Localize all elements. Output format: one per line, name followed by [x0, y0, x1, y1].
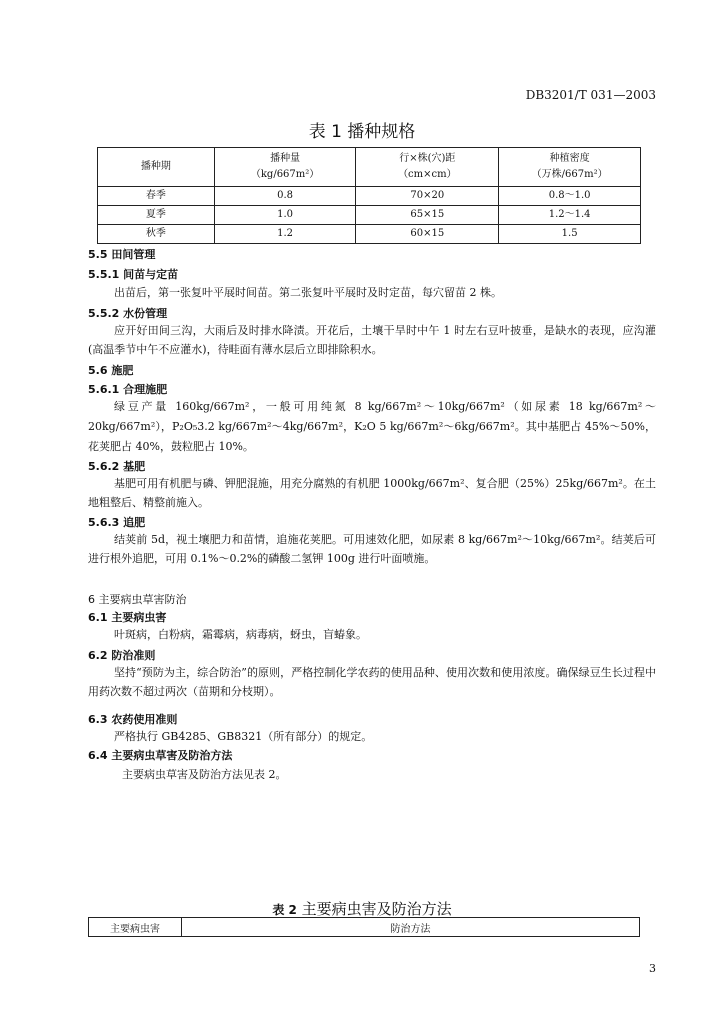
table2-label: 表 2 [272, 903, 297, 917]
header-spacing [356, 148, 499, 187]
table-row [98, 225, 641, 244]
sowing-spec-table [97, 147, 641, 244]
para-6-2: 坚持“预防为主，综合防治”的原则，严格控制化学农药的使用品种、使用次数和使用浓度。确保绿豆生长过程中用药次数不超过两次（苗期和分枝期）。 [88, 666, 656, 698]
header-amount [214, 148, 356, 187]
para-6-4: 主要病虫草害及防治方法见表 2。 [122, 768, 287, 781]
heading-6-1: 6.1 主要病虫害 [88, 611, 167, 624]
heading-5-6-2: 5.6.2 基肥 [88, 460, 146, 473]
heading-5-5: 5.5 田间管理 [88, 248, 156, 261]
para-5-6-2: 基肥可用有机肥与磷、钾肥混施，用充分腐熟的有机肥 1000kg/667m²、复合肥（25%）25kg/667m²。在土地粗整后、精整前施入。 [88, 477, 656, 509]
header-control-method: 防治方法 [182, 918, 640, 937]
heading-5-6: 5.6 施肥 [88, 364, 134, 377]
table2-title-text: 主要病虫害及防治方法 [301, 900, 452, 918]
para-6-3: 严格执行 GB4285、GB8321（所有部分）的规定。 [114, 730, 373, 743]
table-row [98, 206, 641, 225]
heading-5-5-1: 5.5.1 间苗与定苗 [88, 268, 179, 281]
header-density-label: 种植密度 [549, 153, 590, 164]
header-amount-unit: （kg/667m²） [250, 169, 320, 180]
cell-amount: 1.2 [214, 225, 356, 244]
cell-density: 0.8～1.0 [499, 187, 641, 206]
heading-5-5-2: 5.5.2 水份管理 [88, 307, 168, 320]
cell-density: 1.2～1.4 [499, 206, 641, 225]
para-5-5-1: 出苗后，第一张复叶平展时间苗。第二张复叶平展时及时定苗，每穴留苗 2 株。 [114, 286, 502, 299]
cell-spacing: 70×20 [356, 187, 499, 206]
cell-spacing: 65×15 [356, 206, 499, 225]
pest-control-table [88, 917, 640, 937]
header-amount-label: 播种量 [270, 153, 301, 164]
table1-title: 表 1 播种规格 [308, 122, 416, 142]
header-density [499, 148, 641, 187]
cell-period: 春季 [98, 187, 215, 206]
heading-6-3: 6.3 农药使用准则 [88, 713, 178, 726]
para-5-6-1: 绿豆产量 160kg/667m²，一般可用纯氮 8 kg/667m²～10kg/667m²（如尿素 18 kg/667m²～20kg/667m²），P₂O₅3.2 kg/667m²～4kg/667m²，K₂O 5 kg/667m²～6kg/667m²。其中基肥占 45%～50%，花荚肥占 40%，鼓粒肥占 10%。 [88, 400, 656, 453]
heading-5-6-1: 5.6.1 合理施肥 [88, 383, 168, 396]
doc-number: DB3201/T 031—2003 [525, 88, 656, 102]
table2-title [0, 898, 724, 919]
header-period: 播种期 [98, 148, 215, 187]
table-row [98, 187, 641, 206]
heading-5-6-3: 5.6.3 追肥 [88, 516, 146, 529]
page-number: 3 [649, 962, 656, 975]
para-6-1: 叶斑病，白粉病，霜霉病，病毒病，蚜虫，盲蝽象。 [114, 628, 367, 641]
cell-period: 夏季 [98, 206, 215, 225]
heading-6: 6 主要病虫草害防治 [88, 593, 187, 606]
cell-spacing: 60×15 [356, 225, 499, 244]
table-header-row [98, 148, 641, 187]
cell-amount: 0.8 [214, 187, 356, 206]
header-density-unit: （万株/667m²） [531, 169, 608, 180]
heading-6-2: 6.2 防治准则 [88, 649, 156, 662]
header-spacing-label: 行×株(穴)距 [399, 153, 456, 164]
cell-density: 1.5 [499, 225, 641, 244]
cell-amount: 1.0 [214, 206, 356, 225]
header-pest: 主要病虫害 [89, 918, 182, 937]
para-5-5-2: 应开好田间三沟，大雨后及时排水降渍。开花后，土壤干旱时中午 1 时左右豆叶披垂，是缺水的表现，应沟灌(高温季节中午不应灌水)，待畦面有薄水层后立即排除积水。 [88, 324, 656, 356]
header-spacing-unit: （cm×cm） [398, 169, 457, 180]
heading-6-4: 6.4 主要病虫草害及防治方法 [88, 749, 233, 762]
table-header-row [89, 918, 640, 937]
para-5-6-3: 结荚前 5d，视土壤肥力和苗情，追施花荚肥。可用速效化肥，如尿素 8 kg/667m²～10kg/667m²。结荚后可进行根外追肥，可用 0.1%～0.2%的磷酸二氢钾 100g 进行叶面喷施。 [88, 533, 656, 565]
cell-period: 秋季 [98, 225, 215, 244]
